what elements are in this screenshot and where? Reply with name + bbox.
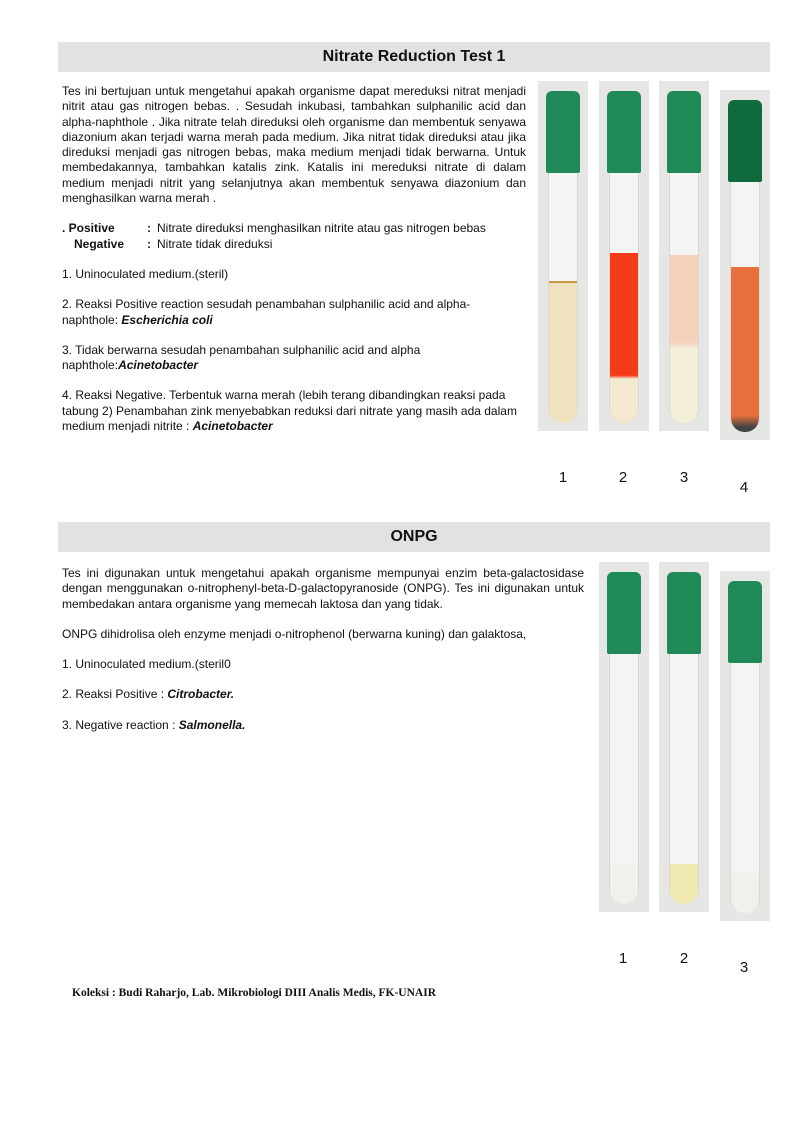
organism-name: Escherichia coli bbox=[121, 312, 213, 327]
tube-cap bbox=[728, 100, 762, 182]
tube-cap bbox=[667, 91, 701, 173]
item-text: 4. Reaksi Negative. Terbentuk warna merah (lebih terang dibandingkan reaksi pada tabung 2) Penambahan zink menyebabkan reduksi dari nitrate yang masih ada dalam medium menjadi nitrite : bbox=[62, 388, 517, 434]
tube-label: 2 bbox=[618, 469, 628, 486]
positive-definition bbox=[62, 221, 526, 236]
section-title-onpg: ONPG bbox=[58, 522, 770, 552]
onpg-tube-2 bbox=[659, 562, 709, 912]
tube-label: 3 bbox=[679, 469, 689, 486]
negative-label: Negative bbox=[74, 236, 125, 251]
colon: : bbox=[147, 236, 151, 251]
test-tube-2 bbox=[599, 81, 649, 431]
tube-label: 4 bbox=[739, 479, 749, 496]
tube-label: 3 bbox=[739, 959, 749, 976]
tube-cap bbox=[607, 572, 641, 654]
test-tube-3 bbox=[659, 81, 709, 431]
organism-name: Citrobacter. bbox=[167, 687, 235, 702]
tube-cap bbox=[546, 91, 580, 173]
tube-label: 2 bbox=[679, 950, 689, 967]
nitrate-item-2 bbox=[62, 297, 517, 328]
onpg-para-2: ONPG dihidrolisa oleh enzyme menjadi o-nitrophenol (berwarna kuning) dan galaktosa, bbox=[62, 626, 527, 641]
test-tube-4 bbox=[720, 90, 770, 440]
item-text: 3. Tidak berwarna sesudah penambahan sulphanilic acid and alpha naphthole: bbox=[62, 342, 421, 373]
positive-label: . Positive bbox=[62, 221, 115, 236]
tube-cap bbox=[667, 572, 701, 654]
onpg-item-1: 1. Uninoculated medium.(steril0 bbox=[62, 657, 231, 672]
test-tube-1 bbox=[538, 81, 588, 431]
item-text: 3. Negative reaction : bbox=[62, 717, 179, 732]
item-text: 2. Reaksi Positive reaction sesudah penambahan sulphanilic acid and alpha-naphthole: bbox=[62, 297, 471, 327]
onpg-tube-1 bbox=[599, 562, 649, 912]
colon: : bbox=[147, 221, 151, 236]
nitrate-text bbox=[62, 84, 526, 449]
nitrate-intro: Tes ini bertujuan untuk mengetahui apakah organisme dapat mereduksi nitrat menjadi nitrit atau gas nitrogen bebas. . Sesudah inkubasi, tambahkan sulphanilic acid dan alpha-naphthole . Jika nitrate telah direduksi oleh organisme dan membentuk senyawa diazonium akan terjadi warna merah pada medium. Jika nitrat tidak direduksi atau jika direduksi menjadi gas nitrogen bebas, maka medium menjadi tidak berwarna. Untuk membedakannya, tambahkan katalis zink. Katalis ini mereduksi nitrate di dalam medium menjadi nitrit yang selanjutnya akan membentuk senyawa diazonium dan menghasilkan warna merah . bbox=[62, 84, 526, 206]
tube-cap bbox=[728, 581, 762, 663]
organism-name: Acinetobacter bbox=[192, 419, 273, 434]
onpg-tube-3 bbox=[720, 571, 770, 921]
organism-name: Acinetobacter bbox=[118, 358, 199, 373]
nitrate-item-3 bbox=[62, 343, 472, 374]
negative-text: Nitrate tidak direduksi bbox=[157, 236, 273, 251]
onpg-item-2 bbox=[62, 687, 584, 702]
tube-label: 1 bbox=[558, 469, 568, 486]
tube-cap bbox=[607, 91, 641, 173]
organism-name: Salmonella. bbox=[178, 717, 246, 732]
nitrate-item-4 bbox=[62, 388, 517, 434]
footer-credit: Koleksi : Budi Raharjo, Lab. Mikrobiologi DIII Analis Medis, FK-UNAIR bbox=[72, 987, 437, 999]
onpg-text bbox=[62, 566, 584, 748]
nitrate-item-1: 1. Uninoculated medium.(steril) bbox=[62, 266, 229, 281]
item-text: 2. Reaksi Positive : bbox=[62, 687, 168, 702]
positive-text: Nitrate direduksi menghasilkan nitrite atau gas nitrogen bebas bbox=[157, 221, 486, 236]
tube-label: 1 bbox=[618, 950, 628, 967]
onpg-item-3 bbox=[62, 718, 584, 733]
section-title-nitrate: Nitrate Reduction Test 1 bbox=[58, 42, 770, 72]
onpg-intro: Tes ini digunakan untuk mengetahui apakah organisme mempunyai enzim beta-galactosidase dengan menggunakan o-nitrophenyl-beta-D-galactopyranoside (ONPG). Tes ini digunakan untuk membedakan antara organisme yang memecah laktosa dan yang tidak. bbox=[62, 566, 584, 611]
negative-definition bbox=[62, 237, 526, 252]
